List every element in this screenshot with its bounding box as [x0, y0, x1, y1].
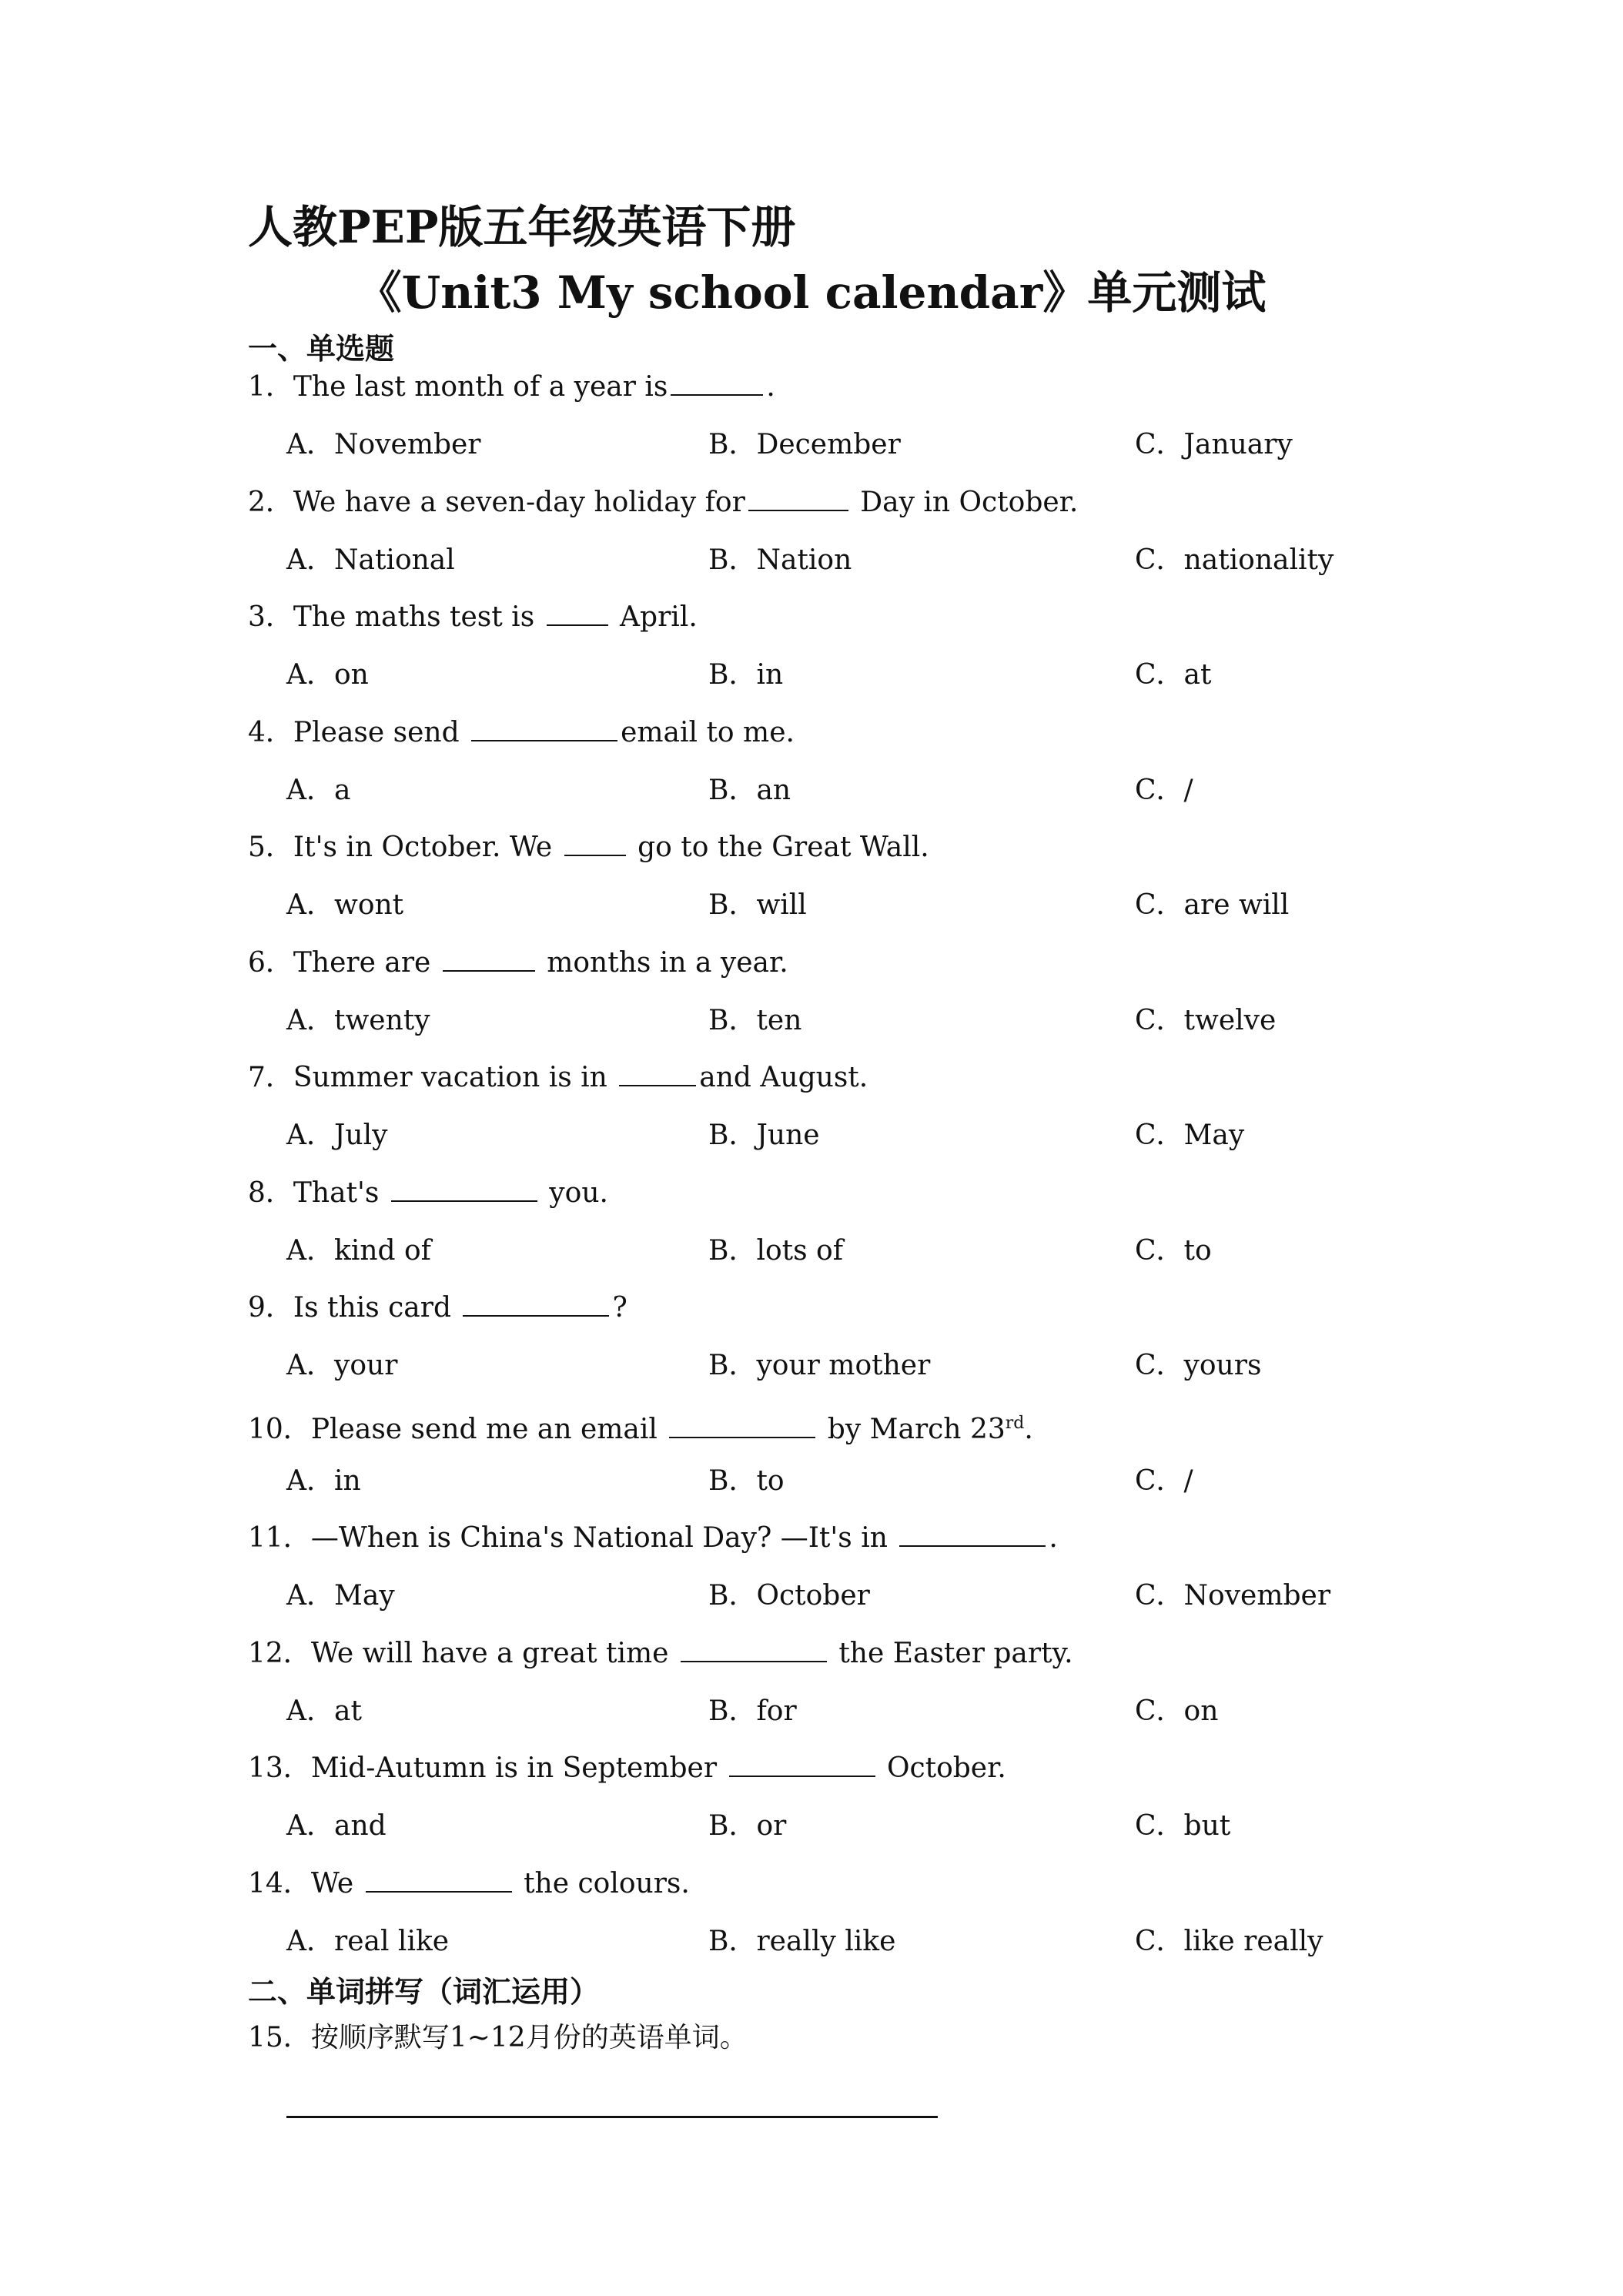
options-row: [0, 771, 1623, 810]
question-number: 5．: [248, 832, 293, 863]
question-text-after: .: [766, 371, 775, 403]
option-a[interactable]: A．July: [286, 1120, 388, 1151]
superscript: rd: [1005, 1414, 1025, 1433]
question-text: —When is China's National Day? —It's in: [310, 1522, 897, 1554]
option-b[interactable]: B．really like: [708, 1926, 896, 1957]
option-b[interactable]: B．Nation: [708, 544, 852, 576]
question-number: 7．: [248, 1062, 293, 1093]
option-a[interactable]: A．twenty: [286, 1005, 430, 1036]
question-text-after: October.: [878, 1752, 1006, 1784]
option-a[interactable]: A．on: [286, 659, 369, 691]
option-b[interactable]: B．ten: [708, 1005, 802, 1036]
question-text-after: ?: [612, 1292, 627, 1324]
question-number: 2．: [248, 487, 293, 518]
question-text: That's: [293, 1177, 388, 1209]
question-number: 4．: [248, 717, 293, 748]
option-b[interactable]: B．an: [708, 775, 791, 806]
question-number: 11．: [248, 1522, 311, 1554]
question-number: 9．: [248, 1292, 293, 1324]
question-13: [248, 1749, 1006, 1788]
answer-blank[interactable]: [748, 484, 848, 511]
option-c[interactable]: C．November: [1135, 1580, 1331, 1612]
question-number: 1．: [248, 371, 293, 403]
option-a[interactable]: A．a: [286, 775, 351, 806]
options-row: [0, 1577, 1623, 1615]
options-row: [0, 1002, 1623, 1040]
title-line-2: 《Unit3 My school calendar》单元测试: [356, 266, 1267, 319]
options-row: [0, 1462, 1623, 1501]
question-text: We will have a great time: [310, 1638, 678, 1669]
option-c[interactable]: C．nationality: [1135, 544, 1334, 576]
question-text-after: go to the Great Wall.: [628, 832, 929, 863]
answer-blank[interactable]: [899, 1519, 1046, 1547]
answer-blank[interactable]: [547, 598, 608, 626]
option-b[interactable]: B．will: [708, 889, 807, 921]
section-2-heading: 二、单词拼写（词汇运用）: [248, 1974, 600, 2009]
options-row: [0, 1347, 1623, 1385]
option-c[interactable]: C．on: [1135, 1695, 1219, 1727]
answer-blank[interactable]: [443, 944, 535, 972]
title-line-1: 人教PEP版五年级英语下册: [248, 201, 796, 253]
option-c[interactable]: C．at: [1135, 659, 1212, 691]
options-row: [0, 1232, 1623, 1270]
options-row: [0, 886, 1623, 925]
answer-blank[interactable]: [471, 714, 617, 741]
option-c[interactable]: C．/: [1135, 775, 1193, 806]
answer-blank[interactable]: [681, 1635, 827, 1662]
question-2: [248, 484, 1078, 522]
question-15: [248, 2019, 748, 2057]
answer-blank[interactable]: [729, 1749, 875, 1777]
question-text: Is this card: [293, 1292, 460, 1324]
question-number: 15．: [248, 2022, 311, 2053]
option-a[interactable]: A．National: [286, 544, 455, 576]
question-text-after: the colours.: [514, 1868, 690, 1899]
option-a[interactable]: A．November: [286, 429, 481, 460]
option-c[interactable]: C．January: [1135, 429, 1293, 460]
option-b[interactable]: B．for: [708, 1695, 797, 1727]
question-text-after: .: [1049, 1522, 1058, 1554]
answer-blank[interactable]: [671, 368, 763, 396]
question-text: There are: [293, 947, 440, 979]
option-c[interactable]: C．to: [1135, 1235, 1212, 1267]
question-text: The last month of a year is: [293, 371, 668, 403]
option-c[interactable]: C．/: [1135, 1465, 1193, 1497]
option-a[interactable]: A．in: [286, 1465, 361, 1497]
question-number: 3．: [248, 601, 293, 633]
question-9: [248, 1289, 627, 1327]
question-text: It's in October. We: [293, 832, 561, 863]
answer-blank[interactable]: [463, 1289, 609, 1317]
option-c[interactable]: C．but: [1135, 1810, 1231, 1842]
option-c[interactable]: C．yours: [1135, 1350, 1262, 1381]
question-10: [248, 1404, 1033, 1449]
question-6: [248, 944, 788, 982]
option-b[interactable]: B．June: [708, 1120, 820, 1151]
option-b[interactable]: B．October: [708, 1580, 870, 1612]
question-8: [248, 1174, 608, 1213]
section-1-heading: 一、单选题: [248, 331, 395, 366]
question-number: 8．: [248, 1177, 293, 1209]
question-text: 按顺序默写1~12月份的英语单词。: [310, 2022, 748, 2053]
question-4: [248, 714, 795, 752]
question-12: [248, 1635, 1073, 1673]
answer-blank[interactable]: [391, 1174, 537, 1202]
options-row: [0, 426, 1623, 464]
option-c[interactable]: C．May: [1135, 1120, 1245, 1151]
question-1: [248, 368, 775, 407]
option-b[interactable]: B．your mother: [708, 1350, 931, 1381]
question-text: We have a seven-day holiday for: [293, 487, 745, 518]
option-c[interactable]: C．like really: [1135, 1926, 1323, 1957]
option-b[interactable]: B．in: [708, 659, 784, 691]
answer-blank[interactable]: [669, 1411, 815, 1438]
option-b[interactable]: B．December: [708, 429, 901, 460]
option-a[interactable]: A．kind of: [286, 1235, 431, 1267]
question-number: 13．: [248, 1752, 311, 1784]
question-text: Mid-Autumn is in September: [310, 1752, 726, 1784]
question-number: 6．: [248, 947, 293, 979]
option-b[interactable]: B．or: [708, 1810, 787, 1842]
question-text-after: email to me.: [621, 717, 795, 748]
question-text: The maths test is: [293, 601, 544, 633]
option-c[interactable]: C．are will: [1135, 889, 1290, 921]
options-row: [0, 1692, 1623, 1731]
answer-blank[interactable]: [366, 1865, 512, 1893]
options-row: [0, 541, 1623, 580]
question-text: Summer vacation is in: [293, 1062, 617, 1093]
question-text-end: .: [1024, 1414, 1033, 1445]
question-3: [248, 598, 698, 637]
question-text-after: and August.: [699, 1062, 868, 1093]
option-b[interactable]: B．lots of: [708, 1235, 844, 1267]
question-5: [248, 828, 929, 867]
option-a[interactable]: A．May: [286, 1580, 395, 1612]
question-text-after: you.: [540, 1177, 608, 1209]
options-row: [0, 1807, 1623, 1846]
question-text: Please send me an email: [310, 1414, 667, 1445]
question-number: 12．: [248, 1638, 311, 1669]
option-a[interactable]: A．and: [286, 1810, 387, 1842]
answer-line[interactable]: [286, 2116, 938, 2118]
question-text: We: [310, 1868, 363, 1899]
option-a[interactable]: A．wont: [286, 889, 404, 921]
question-11: [248, 1519, 1058, 1558]
options-row: [0, 656, 1623, 694]
options-row: [0, 1116, 1623, 1155]
question-text: Please send: [293, 717, 469, 748]
answer-blank[interactable]: [619, 1059, 696, 1086]
question-text-after: by March 23: [818, 1414, 1006, 1445]
option-a[interactable]: A．your: [286, 1350, 398, 1381]
question-text-after: the Easter party.: [829, 1638, 1073, 1669]
option-b[interactable]: B．to: [708, 1465, 785, 1497]
question-text-after: Day in October.: [851, 487, 1079, 518]
question-14: [248, 1865, 690, 1903]
question-text-after: April.: [611, 601, 698, 633]
question-number: 10．: [248, 1414, 311, 1445]
option-a[interactable]: A．at: [286, 1695, 362, 1727]
question-7: [248, 1059, 868, 1097]
options-row: [0, 1923, 1623, 1961]
question-text-after: months in a year.: [537, 947, 788, 979]
option-c[interactable]: C．twelve: [1135, 1005, 1277, 1036]
question-number: 14．: [248, 1868, 311, 1899]
answer-blank[interactable]: [564, 828, 626, 856]
option-a[interactable]: A．real like: [286, 1926, 450, 1957]
